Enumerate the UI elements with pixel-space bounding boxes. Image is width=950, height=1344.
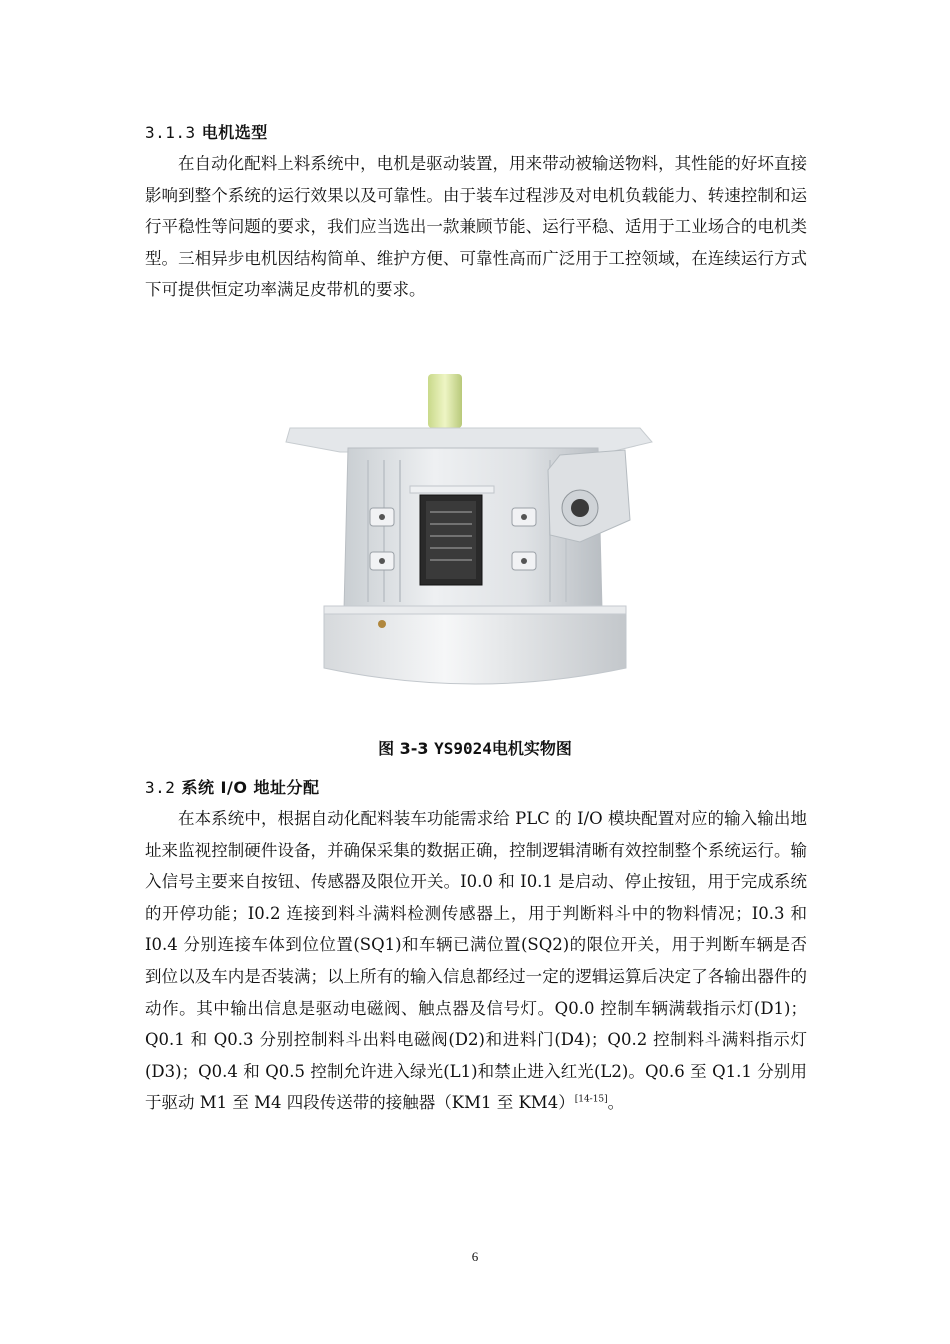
motor-shaft — [428, 374, 462, 428]
section-number: 3.2 — [145, 778, 176, 797]
citation: [14-15] — [574, 1094, 608, 1105]
page-number: 6 — [471, 1249, 479, 1264]
paragraph-text-block — [145, 803, 807, 1119]
caption-code: YS9024 — [434, 739, 492, 758]
figure-caption — [0, 736, 950, 759]
paragraph-motor-selection — [145, 148, 807, 306]
caption-prefix: 图 3-3 — [378, 739, 429, 758]
section-title: 电机选型 — [201, 123, 268, 142]
paragraph-end: 。 — [607, 1093, 625, 1113]
paragraph-io-allocation — [145, 803, 807, 1119]
caption-suffix: 电机实物图 — [491, 739, 572, 758]
paragraph-text: 在本系统中，根据自动化配料装车功能需求给 PLC 的 I/O 模块配置对应的输入输出地址来监视控制硬件设备，并确保采集的数据正确，控制逻辑清晰有效控制整个系统运行。输入信号主要来自按钮、传感器及限位开关。I0.0 和 I0.1 是启动、停止按钮，用于完成系统的开停功能；I0.2 连接到料斗满料检测传感器上，用于判断料斗中的物料情况；I0.3 和 I0.4 分别连接车体到位位置(SQ1)和车辆已满位置(SQ2)的限位开关，用于判断车辆是否到位以及车内是否装满；以上所有的输入信息都经过一定的逻辑运算后决定了各输出器件的动作。其中输出信息是驱动电磁阀、触点器及信号灯。Q0.0 控制车辆满载指示灯(D1)；Q0.1 和 Q0.3 分别控制料斗出料电磁阀(D2)和进料门(D4)；Q0.2 控制料斗满料指示灯(D3)；Q0.4 和 Q0.5 控制允许进入绿光(L1)和禁止进入红光(L2)。Q0.6 至 Q1.1 分别用于驱动 M1 至 M4 四段传送带的接触器（KM1 至 KM4） — [145, 809, 807, 1113]
section-heading-3-2 — [145, 775, 320, 798]
fan-cover — [324, 610, 626, 684]
paragraph-text: 在自动化配料上料系统中，电机是驱动装置，用来带动被输送物料，其性能的好坏直接影响到整个系统的运行效果以及可靠性。由于装车过程涉及对电机负载能力、转速控制和运行平稳性等问题的要求，我们应当选出一款兼顾节能、运行平稳、适用于工业场合的电机类型。三相异步电机因结构简单、维护方便、可靠性高而广泛用于工控领域，在连续运行方式下可提供恒定功率满足皮带机的要求。 — [145, 154, 807, 300]
section-title: 系统 I/O 地址分配 — [181, 778, 320, 797]
section-number: 3.1.3 — [145, 123, 196, 142]
section-heading-3-1-3 — [145, 120, 268, 143]
motor-photo — [280, 370, 670, 715]
